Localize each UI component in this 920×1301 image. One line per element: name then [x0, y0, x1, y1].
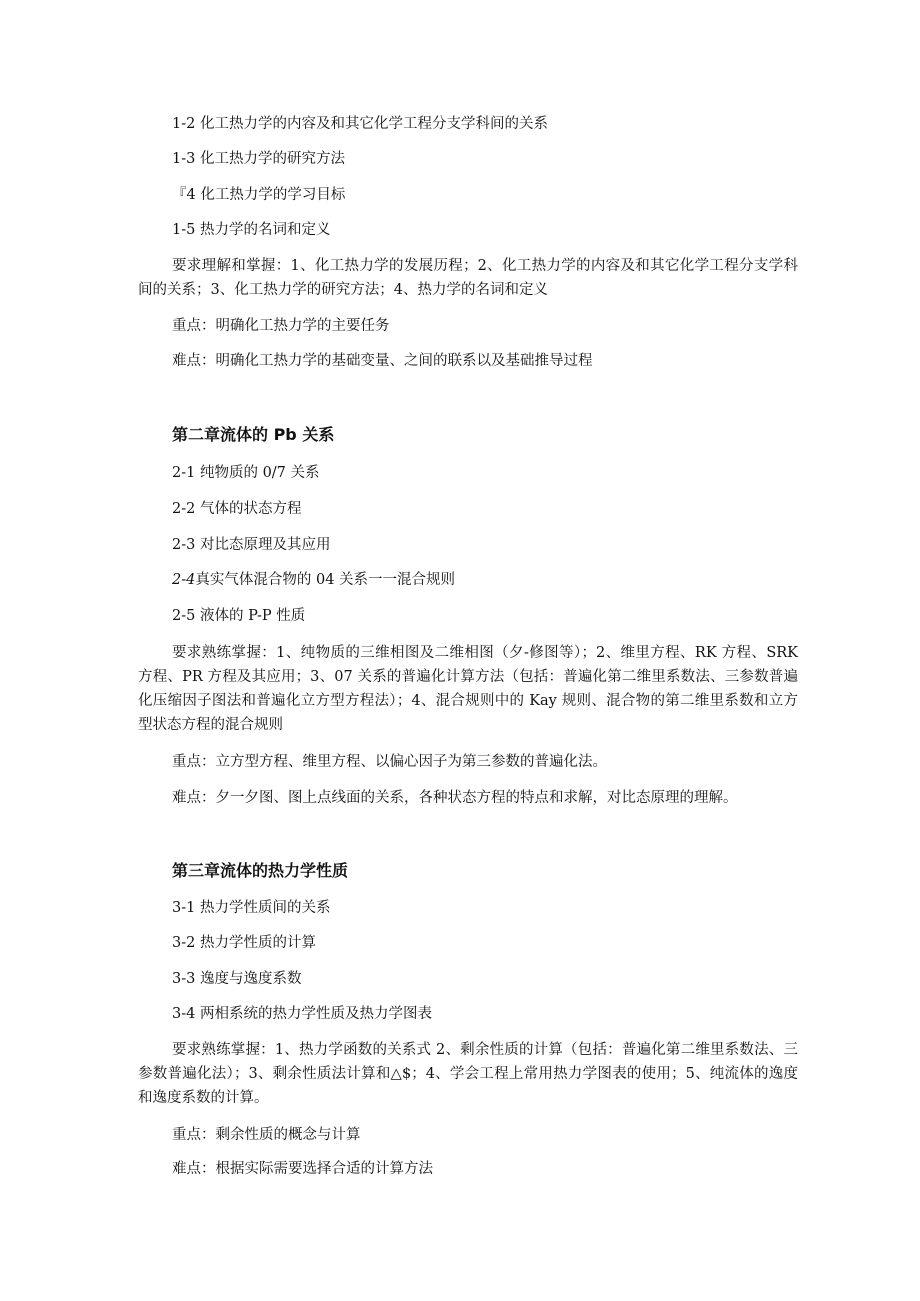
section-2-5: 2-5 液体的 P-P 性质: [172, 608, 306, 624]
section-3-3: 3-3 逸度与逸度系数: [172, 971, 302, 987]
chapter2-requirement: 要求熟练掌握：1、纯物质的三维相图及二维相图（夕-修图等）；2、维里方程、RK 方程、SRK 方程、PR 方程及其应用；3、07 关系的普遍化计算方法（包括：普遍化第二维里系数法、三参数普遍化压缩因子图法和普遍化立方型方程法）；4、混合规则中的 Kay 规则、混合物的第二维里系数和立方型状态方程的混合规则: [138, 645, 798, 733]
chapter2-key-point: 重点：立方型方程、维里方程、以偏心因子为第三参数的普遍化法。: [172, 754, 607, 770]
section-3-4: 3-4 两相系统的热力学性质及热力学图表: [172, 1006, 432, 1022]
chapter2-title: 第二章流体的 Pb 关系: [172, 425, 335, 444]
section-3-2: 3-2 热力学性质的计算: [172, 935, 316, 951]
section-2-3: 2-3 对比态原理及其应用: [172, 537, 331, 553]
chapter1-difficulty: 难点：明确化工热力学的基础变量、之间的联系以及基础推导过程: [172, 353, 593, 369]
chapter3-key-point: 重点：剩余性质的概念与计算: [172, 1127, 361, 1143]
chapter3-title: 第三章流体的热力学性质: [172, 861, 349, 880]
section-2-4-text: 真实气体混合物的 04 关系一一混合规则: [195, 572, 456, 588]
section-1-3: 1-3 化工热力学的研究方法: [172, 151, 345, 167]
section-2-2: 2-2 气体的状态方程: [172, 501, 302, 517]
chapter1-requirement: 要求理解和掌握：1、化工热力学的发展历程；2、化工热力学的内容及和其它化学工程分支学科间的关系；3、化工热力学的研究方法；4、热力学的名词和定义: [138, 258, 798, 298]
section-1-5: 1-5 热力学的名词和定义: [172, 222, 331, 238]
section-3-1: 3-1 热力学性质间的关系: [172, 900, 331, 916]
section-2-4-number: 2-4: [172, 572, 196, 588]
section-2-1: 2-1 纯物质的 0/7 关系: [172, 465, 320, 481]
chapter3-requirement: 要求熟练掌握：1、热力学函数的关系式 2、剩余性质的计算（包括：普遍化第二维里系数法、三参数普遍化法）；3、剩余性质法计算和△$；4、学会工程上常用热力学图表的使用；5、纯流体的逸度和逸度系数的计算。: [138, 1042, 798, 1106]
section-2-4: [172, 570, 455, 590]
section-1-4: 『4 化工热力学的学习目标: [172, 187, 346, 203]
section-1-2: 1-2 化工热力学的内容及和其它化学工程分支学科间的关系: [172, 116, 548, 132]
chapter2-difficulty: 难点：夕一夕图、图上点线面的关系，各种状态方程的特点和求解，对比态原理的理解。: [172, 790, 738, 806]
chapter1-key-point: 重点：明确化工热力学的主要任务: [172, 318, 390, 334]
chapter3-difficulty: 难点：根据实际需要选择合适的计算方法: [172, 1161, 433, 1177]
